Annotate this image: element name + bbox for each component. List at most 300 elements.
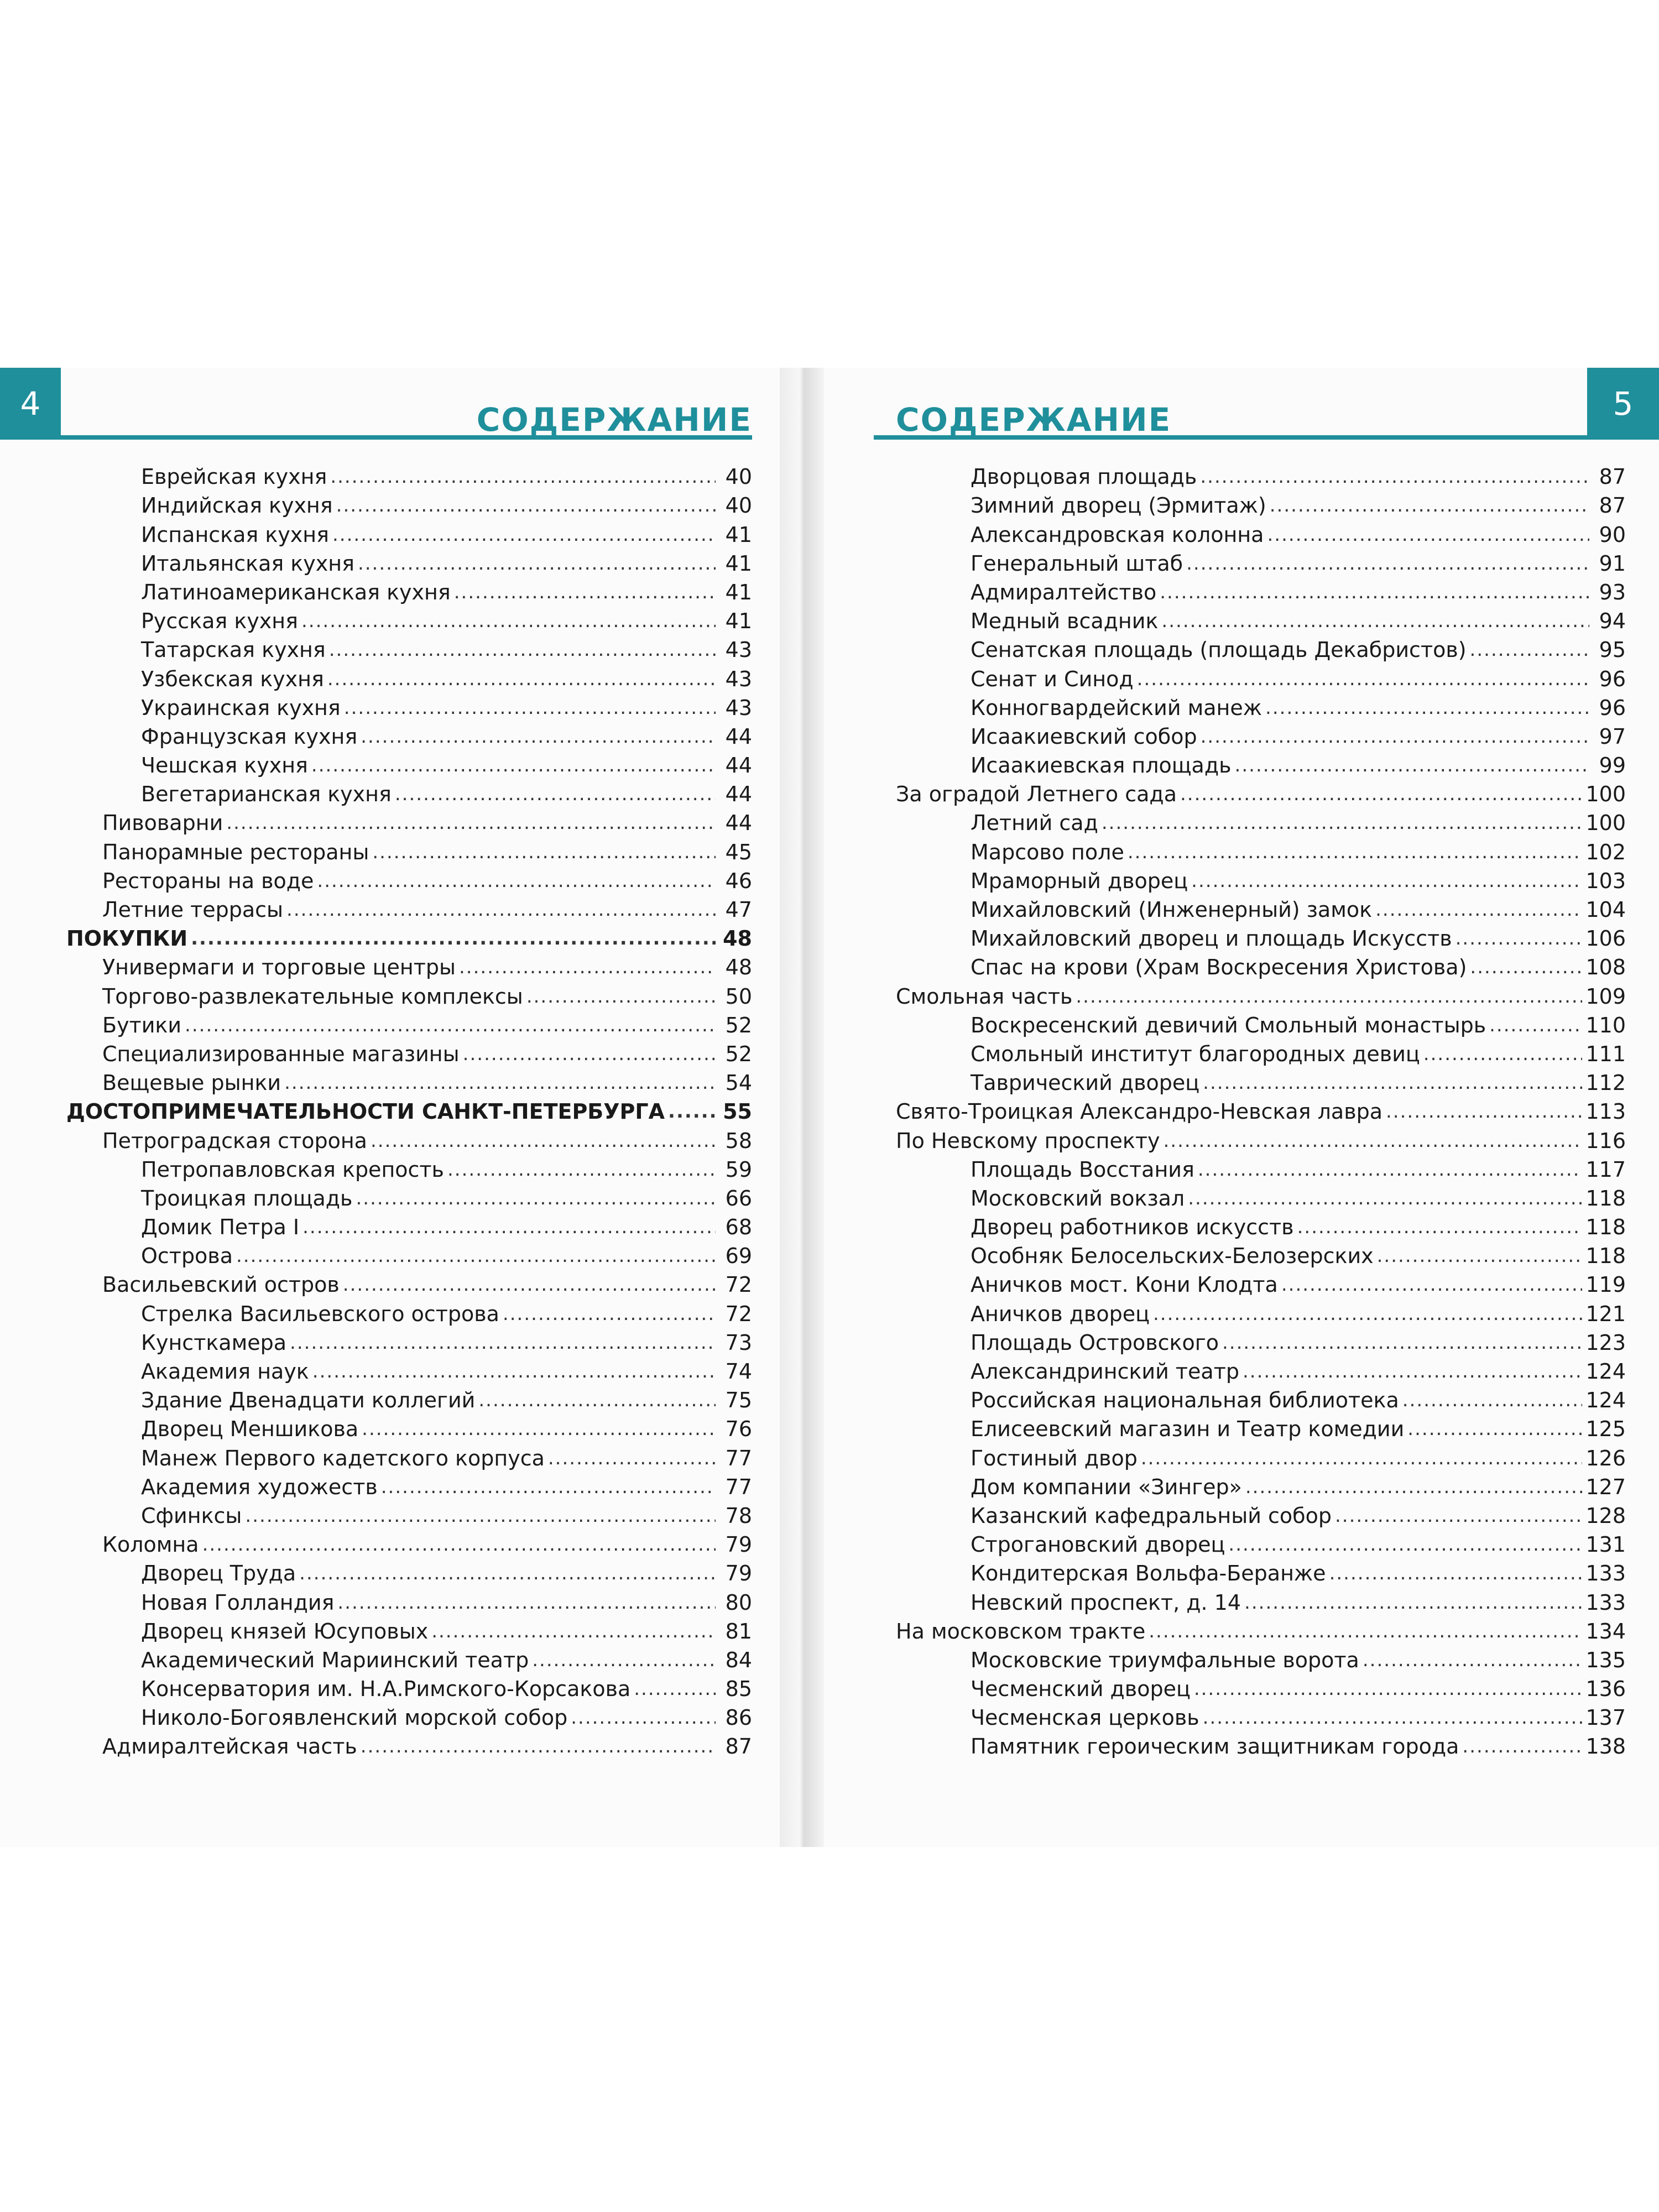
- toc-entry-page: 48: [723, 926, 752, 951]
- toc-entry: [824, 605, 1626, 634]
- toc-entry: [0, 1154, 752, 1182]
- dot-leader: [191, 926, 716, 951]
- toc-entry-title: Спас на крови (Храм Воскресения Христова): [971, 955, 1467, 980]
- toc-entry-page: 44: [725, 782, 752, 807]
- toc-entry-title: Александринский театр: [971, 1359, 1239, 1384]
- toc-entry: [824, 1269, 1626, 1297]
- toc-entry-title: Летний сад: [971, 811, 1098, 836]
- toc-entry: [0, 749, 752, 778]
- toc-entry: [0, 1730, 752, 1759]
- toc-entry-page: 77: [725, 1446, 752, 1470]
- dot-leader: [1076, 984, 1582, 1009]
- toc-entry: [0, 1095, 752, 1124]
- toc-entry-title: Таврический дворец: [971, 1071, 1200, 1095]
- dot-leader: [1161, 608, 1589, 634]
- toc-entry: [0, 1702, 752, 1730]
- toc-entry-title: Елисеевский магазин и Театр комедии: [971, 1417, 1405, 1442]
- toc-entry: [824, 980, 1626, 1009]
- toc-entry-title: Адмиралтейская часть: [102, 1734, 357, 1759]
- toc-entry: [824, 1384, 1626, 1413]
- table-of-contents: [0, 461, 752, 1759]
- toc-entry-page: 72: [725, 1301, 752, 1326]
- toc-entry-page: 47: [725, 898, 752, 922]
- toc-entry-page: 118: [1585, 1215, 1626, 1240]
- toc-entry-title: Адмиралтейство: [971, 580, 1157, 604]
- toc-entry-title: Воскресенский девичий Смольный монастырь: [971, 1013, 1486, 1037]
- toc-entry-page: 73: [725, 1330, 752, 1355]
- toc-entry: [824, 721, 1626, 749]
- dot-leader: [299, 1561, 716, 1586]
- toc-entry-page: 125: [1585, 1417, 1626, 1442]
- toc-entry-title: Пивоварни: [102, 811, 223, 836]
- toc-entry: [0, 1413, 752, 1442]
- toc-entry-title: Московские триумфальные ворота: [971, 1647, 1359, 1672]
- toc-entry-page: 59: [725, 1157, 752, 1182]
- dot-leader: [361, 724, 716, 749]
- toc-entry-title: Смольная часть: [896, 984, 1073, 1009]
- toc-entry: [0, 1442, 752, 1470]
- toc-entry-title: Смольный институт благородных девиц: [971, 1041, 1420, 1066]
- dot-leader: [1153, 1301, 1583, 1327]
- toc-entry-page: 50: [725, 984, 752, 1009]
- toc-entry-title: Михайловский дворец и площадь Искусств: [971, 926, 1452, 951]
- toc-entry-title: Петроградская сторона: [102, 1128, 367, 1153]
- dot-leader: [431, 1619, 716, 1644]
- dot-leader: [1270, 493, 1589, 518]
- toc-entry-page: 78: [725, 1503, 752, 1528]
- dot-leader: [185, 1013, 716, 1038]
- toc-entry-title: Узбекская кухня: [141, 666, 324, 691]
- toc-entry: [824, 1095, 1626, 1124]
- page-title: СОДЕРЖАНИЕ: [476, 401, 752, 439]
- toc-entry: [0, 1038, 752, 1067]
- toc-entry: [824, 547, 1626, 576]
- toc-entry: [824, 1009, 1626, 1038]
- toc-entry-page: 58: [725, 1128, 752, 1153]
- toc-entry-title: Консерватория им. Н.А.Римского-Корсакова: [141, 1677, 631, 1702]
- dot-leader: [532, 1647, 716, 1673]
- dot-leader: [202, 1532, 716, 1557]
- toc-entry-title: Панорамные рестораны: [102, 839, 369, 864]
- toc-entry-page: 43: [725, 638, 752, 662]
- toc-entry-title: Французская кухня: [141, 724, 358, 749]
- toc-entry-page: 124: [1585, 1388, 1626, 1413]
- toc-entry-title: Летние террасы: [102, 898, 284, 922]
- toc-entry: [824, 1038, 1626, 1067]
- dot-leader: [245, 1503, 716, 1528]
- dot-leader: [371, 1128, 716, 1154]
- toc-entry-title: Российская национальная библиотека: [971, 1388, 1399, 1413]
- dot-leader: [1297, 1214, 1583, 1240]
- toc-entry-page: 66: [725, 1186, 752, 1211]
- toc-entry-title: ПОКУПКИ: [66, 926, 188, 951]
- toc-entry: [824, 1557, 1626, 1586]
- toc-entry: [0, 1269, 752, 1297]
- dot-leader: [503, 1301, 716, 1327]
- toc-entry: [824, 1528, 1626, 1557]
- toc-entry: [0, 1471, 752, 1500]
- toc-entry-title: Испанская кухня: [141, 522, 329, 547]
- toc-entry-title: Казанский кафедральный собор: [971, 1503, 1332, 1528]
- toc-entry-title: Торгово-развлекательные комплексы: [102, 984, 523, 1009]
- toc-entry-page: 41: [725, 609, 752, 634]
- toc-entry: [824, 836, 1626, 864]
- toc-entry-page: 75: [725, 1388, 752, 1413]
- toc-entry-page: 55: [723, 1099, 752, 1124]
- toc-entry-page: 136: [1585, 1677, 1626, 1702]
- toc-entry-title: Академия художеств: [141, 1474, 378, 1499]
- toc-entry: [824, 922, 1626, 951]
- dot-leader: [1335, 1503, 1583, 1528]
- toc-entry-title: Вегетарианская кухня: [141, 782, 392, 807]
- toc-entry: [824, 807, 1626, 836]
- dot-leader: [1203, 1070, 1582, 1095]
- toc-entry-page: 87: [1599, 493, 1626, 518]
- page-number-tab: 4: [0, 368, 61, 440]
- dot-leader: [1191, 868, 1582, 894]
- toc-entry-title: Манеж Первого кадетского корпуса: [141, 1446, 545, 1470]
- toc-entry-page: 40: [725, 493, 752, 518]
- toc-entry-page: 109: [1585, 984, 1626, 1009]
- dot-leader: [1281, 1272, 1583, 1297]
- dot-leader: [1377, 1243, 1583, 1269]
- toc-entry: [0, 1182, 752, 1211]
- toc-entry-title: Чесменский дворец: [971, 1677, 1191, 1702]
- toc-entry: [0, 1673, 752, 1702]
- dot-leader: [284, 1070, 716, 1095]
- dot-leader: [1198, 1157, 1583, 1182]
- toc-entry-title: Мраморный дворец: [971, 868, 1188, 893]
- toc-entry-title: Конногвардейский манеж: [971, 695, 1262, 720]
- dot-leader: [381, 1474, 716, 1500]
- toc-entry-title: Бутики: [102, 1013, 182, 1037]
- book-spine: [780, 368, 824, 1847]
- dot-leader: [1222, 1330, 1583, 1355]
- dot-leader: [1203, 1705, 1583, 1730]
- toc-entry-title: Площадь Восстания: [971, 1157, 1194, 1182]
- dot-leader: [336, 493, 716, 518]
- toc-entry-title: Зимний дворец (Эрмитаж): [971, 493, 1266, 518]
- dot-leader: [330, 464, 716, 489]
- toc-entry: [824, 749, 1626, 778]
- toc-entry-title: Гостиный двор: [971, 1446, 1138, 1470]
- toc-entry: [824, 1124, 1626, 1153]
- toc-entry: [824, 865, 1626, 894]
- toc-entry: [0, 576, 752, 605]
- dot-leader: [1386, 1099, 1582, 1124]
- toc-entry: [0, 1557, 752, 1586]
- toc-entry-title: Еврейская кухня: [141, 465, 327, 489]
- toc-entry: [0, 1297, 752, 1326]
- toc-entry-page: 137: [1585, 1705, 1626, 1730]
- toc-entry: [0, 1500, 752, 1528]
- toc-entry: [824, 1297, 1626, 1326]
- toc-entry: [0, 1586, 752, 1615]
- toc-entry-title: Латиноамериканская кухня: [141, 580, 451, 604]
- toc-entry-title: Дворец Труда: [141, 1561, 296, 1586]
- toc-entry: [824, 1615, 1626, 1644]
- toc-entry-page: 80: [725, 1590, 752, 1615]
- toc-entry-title: Дворец работников искусств: [971, 1215, 1294, 1240]
- toc-entry-title: Особняк Белосельских-Белозерских: [971, 1244, 1374, 1269]
- toc-entry: [0, 980, 752, 1009]
- toc-entry-page: 106: [1585, 926, 1626, 951]
- dot-leader: [1407, 1416, 1582, 1442]
- dot-leader: [548, 1446, 716, 1471]
- toc-entry-page: 100: [1585, 782, 1626, 807]
- toc-entry: [824, 576, 1626, 605]
- toc-entry: [824, 1355, 1626, 1384]
- dot-leader: [329, 637, 716, 662]
- toc-entry: [0, 1327, 752, 1355]
- dot-leader: [236, 1243, 716, 1269]
- toc-entry-page: 118: [1585, 1186, 1626, 1211]
- toc-entry-title: Академия наук: [141, 1359, 309, 1384]
- toc-entry-page: 41: [725, 522, 752, 547]
- dot-leader: [358, 551, 716, 576]
- dot-leader: [302, 1214, 716, 1240]
- toc-entry: [0, 1528, 752, 1557]
- dot-leader: [337, 1590, 716, 1615]
- toc-entry-page: 131: [1585, 1532, 1626, 1557]
- dot-leader: [1363, 1647, 1583, 1673]
- toc-entry-page: 97: [1599, 724, 1626, 749]
- toc-entry-title: Аничков мост. Кони Клодта: [971, 1272, 1278, 1297]
- toc-entry-page: 85: [725, 1677, 752, 1702]
- toc-entry-title: Украинская кухня: [141, 695, 341, 720]
- toc-entry-title: Площадь Островского: [971, 1330, 1219, 1355]
- toc-entry-page: 48: [725, 955, 752, 980]
- toc-entry: [0, 547, 752, 576]
- dot-leader: [362, 1416, 716, 1442]
- dot-leader: [343, 1272, 716, 1297]
- toc-entry-title: Марсово поле: [971, 839, 1124, 864]
- toc-entry: [0, 461, 752, 489]
- toc-entry-page: 104: [1585, 898, 1626, 922]
- table-of-contents: [824, 461, 1626, 1759]
- toc-entry: [824, 461, 1626, 489]
- toc-entry: [824, 1644, 1626, 1673]
- dot-leader: [332, 522, 716, 547]
- toc-entry: [0, 1124, 752, 1153]
- toc-entry-page: 52: [725, 1013, 752, 1037]
- toc-entry-page: 79: [725, 1561, 752, 1586]
- dot-leader: [1228, 1532, 1582, 1557]
- toc-entry-page: 46: [725, 868, 752, 893]
- toc-entry-title: Рестораны на воде: [102, 868, 314, 893]
- toc-entry-title: Академический Мариинский театр: [141, 1647, 529, 1672]
- toc-entry-page: 86: [725, 1705, 752, 1730]
- toc-entry: [824, 1500, 1626, 1528]
- toc-entry-page: 113: [1585, 1099, 1626, 1124]
- dot-leader: [478, 1387, 716, 1413]
- toc-entry-title: Николо-Богоявленский морской собор: [141, 1705, 568, 1730]
- dot-leader: [372, 839, 716, 865]
- toc-entry-page: 43: [725, 666, 752, 691]
- toc-entry-page: 110: [1585, 1013, 1626, 1037]
- toc-entry-page: 79: [725, 1532, 752, 1557]
- toc-entry-page: 121: [1585, 1301, 1626, 1326]
- toc-entry-title: Специализированные магазины: [102, 1041, 460, 1066]
- toc-entry-title: Кондитерская Вольфа-Беранже: [971, 1561, 1326, 1586]
- toc-entry-title: Генеральный штаб: [971, 551, 1183, 576]
- toc-entry-page: 69: [725, 1244, 752, 1269]
- dot-leader: [1470, 954, 1582, 980]
- toc-entry-page: 134: [1585, 1619, 1626, 1644]
- toc-entry-title: Аничков дворец: [971, 1301, 1150, 1326]
- dot-leader: [1164, 1128, 1583, 1154]
- toc-entry-title: Новая Голландия: [141, 1590, 335, 1615]
- dot-leader: [1102, 810, 1583, 836]
- toc-entry-page: 52: [725, 1041, 752, 1066]
- toc-entry: [0, 1644, 752, 1673]
- toc-entry-page: 68: [725, 1215, 752, 1240]
- dot-leader: [301, 608, 716, 634]
- toc-entry-page: 74: [725, 1359, 752, 1384]
- toc-entry-page: 77: [725, 1474, 752, 1499]
- toc-entry-title: Невский проспект, д. 14: [971, 1590, 1241, 1615]
- toc-entry: [824, 1702, 1626, 1730]
- toc-entry: [824, 634, 1626, 662]
- dot-leader: [290, 1330, 716, 1355]
- toc-entry: [0, 634, 752, 662]
- toc-entry-page: 44: [725, 811, 752, 836]
- right-page: [824, 368, 1659, 1847]
- dot-leader: [1186, 551, 1589, 576]
- toc-entry-page: 96: [1599, 695, 1626, 720]
- dot-leader: [459, 954, 716, 980]
- dot-leader: [327, 666, 716, 692]
- toc-entry: [824, 778, 1626, 807]
- toc-entry-page: 41: [725, 580, 752, 604]
- dot-leader: [1375, 897, 1582, 922]
- toc-entry-title: Дворцовая площадь: [971, 465, 1197, 489]
- toc-entry: [0, 1240, 752, 1269]
- toc-entry-title: Михайловский (Инженерный) замок: [971, 898, 1373, 922]
- toc-entry-page: 91: [1599, 551, 1626, 576]
- toc-entry-page: 96: [1599, 666, 1626, 691]
- toc-entry-page: 133: [1585, 1590, 1626, 1615]
- toc-entry: [0, 865, 752, 894]
- dot-leader: [634, 1676, 716, 1702]
- dot-leader: [1245, 1474, 1583, 1500]
- dot-leader: [1160, 580, 1589, 605]
- toc-entry: [824, 1067, 1626, 1095]
- toc-entry-title: Домик Петра I: [141, 1215, 300, 1240]
- toc-entry: [824, 1327, 1626, 1355]
- toc-entry-title: Дворец Меншикова: [141, 1417, 359, 1442]
- toc-entry-title: Кунсткамера: [141, 1330, 287, 1355]
- toc-entry-page: 127: [1585, 1474, 1626, 1499]
- toc-entry: [0, 894, 752, 922]
- dot-leader: [1489, 1013, 1582, 1038]
- toc-entry-page: 95: [1599, 638, 1626, 662]
- toc-entry-page: 119: [1585, 1272, 1626, 1297]
- toc-entry-title: Здание Двенадцати коллегий: [141, 1388, 476, 1413]
- toc-entry-title: Петропавловская крепость: [141, 1157, 444, 1182]
- toc-entry-page: 40: [725, 465, 752, 489]
- dot-leader: [395, 781, 716, 807]
- toc-entry-title: Татарская кухня: [141, 638, 326, 662]
- toc-entry: [0, 518, 752, 547]
- toc-entry: [824, 1471, 1626, 1500]
- toc-entry-page: 108: [1585, 955, 1626, 980]
- dot-leader: [1128, 839, 1583, 865]
- dot-leader: [526, 984, 716, 1009]
- toc-entry-title: Исаакиевский собор: [971, 724, 1197, 749]
- dot-leader: [1329, 1561, 1583, 1586]
- dot-leader: [668, 1099, 716, 1124]
- toc-entry-title: Сенат и Синод: [971, 666, 1134, 691]
- toc-entry-title: Исаакиевская площадь: [971, 753, 1232, 778]
- dot-leader: [286, 897, 716, 922]
- toc-entry-page: 117: [1585, 1157, 1626, 1182]
- dot-leader: [1194, 1676, 1583, 1702]
- toc-entry-page: 54: [725, 1071, 752, 1095]
- dot-leader: [226, 810, 716, 836]
- toc-entry-title: Строгановский дворец: [971, 1532, 1225, 1557]
- toc-entry: [824, 489, 1626, 518]
- toc-entry-title: Московский вокзал: [971, 1186, 1185, 1211]
- toc-entry: [0, 489, 752, 518]
- dot-leader: [1235, 753, 1589, 778]
- dot-leader: [1243, 1359, 1583, 1384]
- toc-entry-title: Дом компании «Зингер»: [971, 1474, 1242, 1499]
- toc-entry: [824, 1182, 1626, 1211]
- toc-entry-title: Коломна: [102, 1532, 199, 1557]
- toc-entry-page: 44: [725, 724, 752, 749]
- toc-entry-page: 87: [725, 1734, 752, 1759]
- toc-entry-title: По Невскому проспекту: [896, 1128, 1160, 1153]
- toc-entry-title: Дворец князей Юсуповых: [141, 1619, 429, 1644]
- toc-entry: [824, 1413, 1626, 1442]
- dot-leader: [344, 695, 716, 721]
- toc-entry-page: 90: [1599, 522, 1626, 547]
- dot-leader: [454, 580, 716, 605]
- toc-entry: [0, 662, 752, 691]
- dot-leader: [1265, 695, 1589, 721]
- dot-leader: [1180, 781, 1582, 807]
- dot-leader: [311, 753, 716, 778]
- toc-entry-title: Индийская кухня: [141, 493, 333, 518]
- toc-entry-page: 84: [725, 1647, 752, 1672]
- dot-leader: [447, 1157, 716, 1182]
- toc-entry-title: Медный всадник: [971, 609, 1159, 634]
- page-number-tab: 5: [1587, 368, 1659, 440]
- toc-entry: [0, 1384, 752, 1413]
- toc-entry: [0, 721, 752, 749]
- toc-entry: [0, 1355, 752, 1384]
- toc-entry-page: 100: [1585, 811, 1626, 836]
- dot-leader: [571, 1705, 716, 1730]
- toc-entry: [0, 836, 752, 864]
- toc-entry-page: 72: [725, 1272, 752, 1297]
- toc-entry-page: 111: [1585, 1041, 1626, 1066]
- toc-entry-title: Вещевые рынки: [102, 1071, 281, 1095]
- toc-entry: [0, 922, 752, 951]
- toc-entry: [824, 1730, 1626, 1759]
- toc-entry: [824, 951, 1626, 980]
- left-page: [0, 368, 780, 1847]
- toc-entry-page: 126: [1585, 1446, 1626, 1470]
- toc-entry-title: Итальянская кухня: [141, 551, 354, 576]
- toc-entry-title: Сфинксы: [141, 1503, 242, 1528]
- toc-entry-title: ДОСТОПРИМЕЧАТЕЛЬНОСТИ САНКТ-ПЕТЕРБУРГА: [66, 1099, 665, 1124]
- toc-entry: [824, 518, 1626, 547]
- dot-leader: [356, 1186, 716, 1211]
- toc-entry: [824, 1586, 1626, 1615]
- toc-entry-title: За оградой Летнего сада: [896, 782, 1177, 807]
